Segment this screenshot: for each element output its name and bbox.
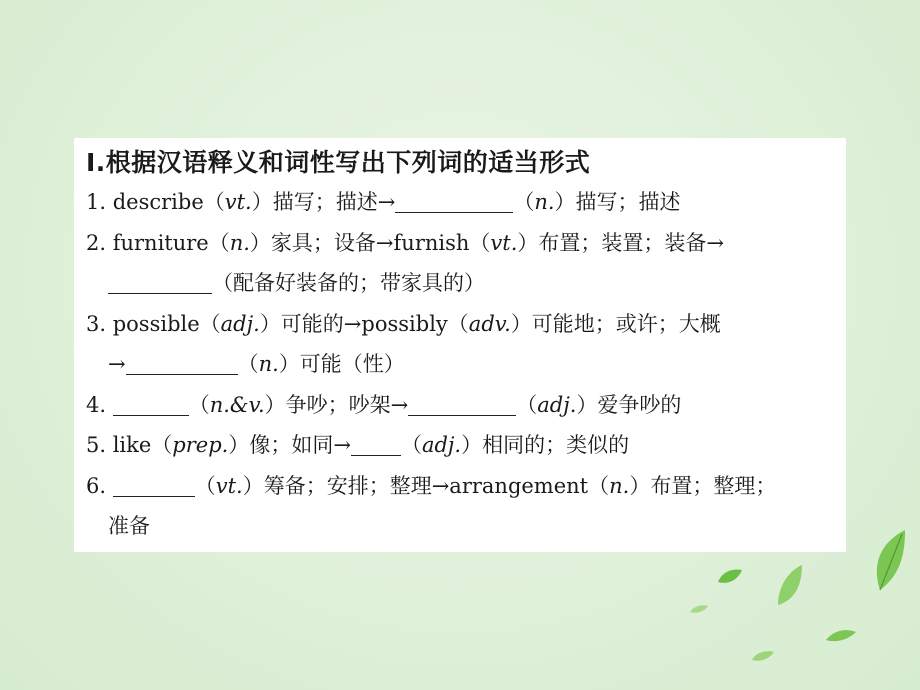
item-1-word: 1. describe（ (86, 190, 225, 214)
item-3-paren: （ (237, 352, 259, 376)
item-5-paren: （ (400, 433, 422, 457)
item-2-meaning: ）家具；设备→furnish（ (249, 230, 491, 255)
item-3-meaning-2: ）可能地；或许；大概 (510, 311, 721, 336)
item-4-paren-2: （ (516, 392, 538, 417)
item-6 (86, 466, 836, 507)
item-2-pos: n. (229, 230, 250, 255)
item-1-pos-2: n. (534, 190, 555, 214)
item-4-meaning-2: ）爱争吵的 (576, 392, 682, 417)
item-3-pos-2: adv. (468, 311, 511, 336)
item-1-blank[interactable] (395, 192, 513, 213)
item-5-pos: prep. (172, 433, 229, 457)
item-4-meaning: ）争吵；吵架→ (264, 392, 409, 417)
item-1-meaning: ）描写；描述→ (251, 190, 396, 214)
item-6-blank[interactable] (113, 476, 195, 497)
item-4-blank-2[interactable] (408, 395, 516, 416)
item-2 (86, 223, 836, 264)
item-2-meaning-2: ）布置；装置；装备→ (517, 230, 724, 255)
item-6-cont (86, 506, 836, 547)
item-5 (86, 425, 836, 466)
item-1-meaning-2: ）描写；描述 (554, 190, 681, 214)
item-1-paren: （ (513, 190, 535, 214)
item-6-paren: （ (194, 473, 216, 498)
exercise-card (74, 138, 846, 552)
item-4-blank[interactable] (113, 395, 189, 416)
leaf-icon (826, 630, 856, 641)
item-6-pos: vt. (215, 473, 243, 498)
item-3-blank[interactable] (126, 354, 238, 375)
leaf-icon (877, 530, 905, 590)
item-5-meaning-2: ）相同的；类似的 (461, 433, 630, 457)
item-4-pos-2: adj. (537, 392, 577, 417)
item-3-pos-3: n. (258, 352, 279, 376)
item-6-meaning-3: 准备 (108, 514, 150, 538)
item-4-paren: （ (188, 392, 210, 417)
item-1-pos: vt. (224, 190, 252, 214)
leaf-icon (690, 605, 708, 613)
item-5-blank[interactable] (351, 435, 401, 456)
item-6-number: 6. (86, 473, 113, 498)
item-6-meaning-2: ）布置；整理； (629, 473, 777, 498)
item-3-arrow: → (108, 352, 126, 376)
leaf-icon (718, 570, 742, 583)
section-title: Ⅰ.根据汉语释义和词性写出下列词的适当形式 (86, 148, 591, 177)
item-2-cont (86, 263, 836, 304)
item-3-meaning: ）可能的→possibly（ (259, 311, 469, 336)
item-6-pos-2: n. (609, 473, 630, 498)
item-4-number: 4. (86, 392, 113, 417)
item-2-meaning-3: （配备好装备的；带家具的） (212, 271, 485, 295)
item-2-blank[interactable] (108, 273, 212, 294)
item-2-pos-2: vt. (490, 230, 518, 255)
item-4-pos: n.&v. (209, 392, 265, 417)
leaf-icon (752, 651, 774, 660)
item-4 (86, 385, 836, 426)
item-3-word: 3. possible（ (86, 311, 221, 336)
item-5-meaning: ）像；如同→ (228, 433, 351, 457)
item-2-word: 2. furniture（ (86, 230, 230, 255)
item-5-word: 5. like（ (86, 433, 173, 457)
item-3-meaning-3: ）可能（性） (278, 352, 405, 376)
leaf-icon (778, 565, 802, 605)
item-3 (86, 304, 836, 345)
item-3-cont (86, 344, 836, 385)
item-1 (86, 182, 836, 223)
item-5-pos-2: adj. (421, 433, 462, 457)
item-6-meaning: ）筹备；安排；整理→arrangement（ (242, 473, 610, 498)
item-3-pos: adj. (220, 311, 260, 336)
